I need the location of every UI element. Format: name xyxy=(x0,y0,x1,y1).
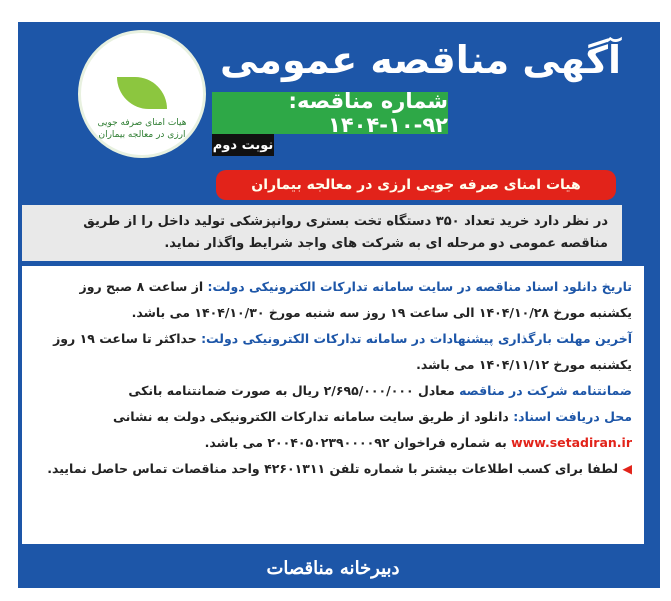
leaf-icon xyxy=(117,77,167,109)
organization-banner: هیات امنای صرفه جویی ارزی در معالجه بیماران xyxy=(216,170,616,200)
tender-number: شماره مناقصه: ۹۲-۱۰-۱۴۰۴ xyxy=(212,92,448,134)
section-label: تاریخ دانلود اسناد مناقصه در سایت سامانه تدارکات الکترونیکی دولت: xyxy=(207,279,632,294)
section-label: آخرین مهلت بارگذاری پیشنهادات در سامانه تدارکات الکترونیکی دولت: xyxy=(201,331,632,346)
intro-text: در نظر دارد خرید تعداد ۳۵۰ دستگاه تخت بستری روانپزشکی تولید داخل را از طریق مناقصه عمومی دو مرحله ای به شرکت های واجد شرایط واگذار نماید. xyxy=(22,205,622,261)
url-line xyxy=(34,430,632,456)
url-suffix: به شماره فراخوان ۲۰۰۴۰۵۰۲۳۹۰۰۰۰۹۲ می باشد. xyxy=(204,435,512,450)
notice-content xyxy=(22,266,644,544)
contact-text: لطفا برای کسب اطلاعات بیشتر با شماره تلفن ۴۲۶۰۱۳۱۱ واحد مناقصات تماس حاصل نمایید. xyxy=(47,461,619,476)
section-text: دانلود از طریق سایت سامانه تدارکات الکترونیکی دولت به نشانی xyxy=(112,409,514,424)
round-badge: نوبت دوم xyxy=(212,134,274,156)
contact-line xyxy=(34,456,632,482)
section-text: معادل ۲/۶۹۵/۰۰۰/۰۰۰ ریال به صورت ضمانتنامه بانکی xyxy=(128,383,460,398)
notice-title: آگهی مناقصه عمومی xyxy=(219,38,621,82)
documents-section xyxy=(34,404,632,430)
download-date-section xyxy=(34,274,632,326)
section-label: ضمانتنامه شرکت در مناقصه xyxy=(459,383,632,398)
deadline-section xyxy=(34,326,632,378)
organization-logo xyxy=(78,30,206,158)
section-label: محل دریافت اسناد: xyxy=(513,409,632,424)
footer-signature: دبیرخانه مناقصات xyxy=(266,557,400,579)
section-text: حداکثر تا ساعت ۱۹ روز یکشنبه مورخ ۱۴۰۴/۱۱/۱۲ می باشد. xyxy=(53,331,632,372)
guarantee-section xyxy=(34,378,632,404)
logo-text: هیات امنای صرفه جویی ارزی در معالجه بیماران xyxy=(97,118,187,140)
arrow-icon: ◀ xyxy=(618,461,632,476)
setadiran-link[interactable]: www.setadiran.ir xyxy=(511,435,632,450)
section-text: از ساعت ۸ صبح روز یکشنبه مورخ ۱۴۰۴/۱۰/۲۸ الی ساعت ۱۹ روز سه شنبه مورخ ۱۴۰۴/۱۰/۳۰ می باشد. xyxy=(79,279,632,320)
